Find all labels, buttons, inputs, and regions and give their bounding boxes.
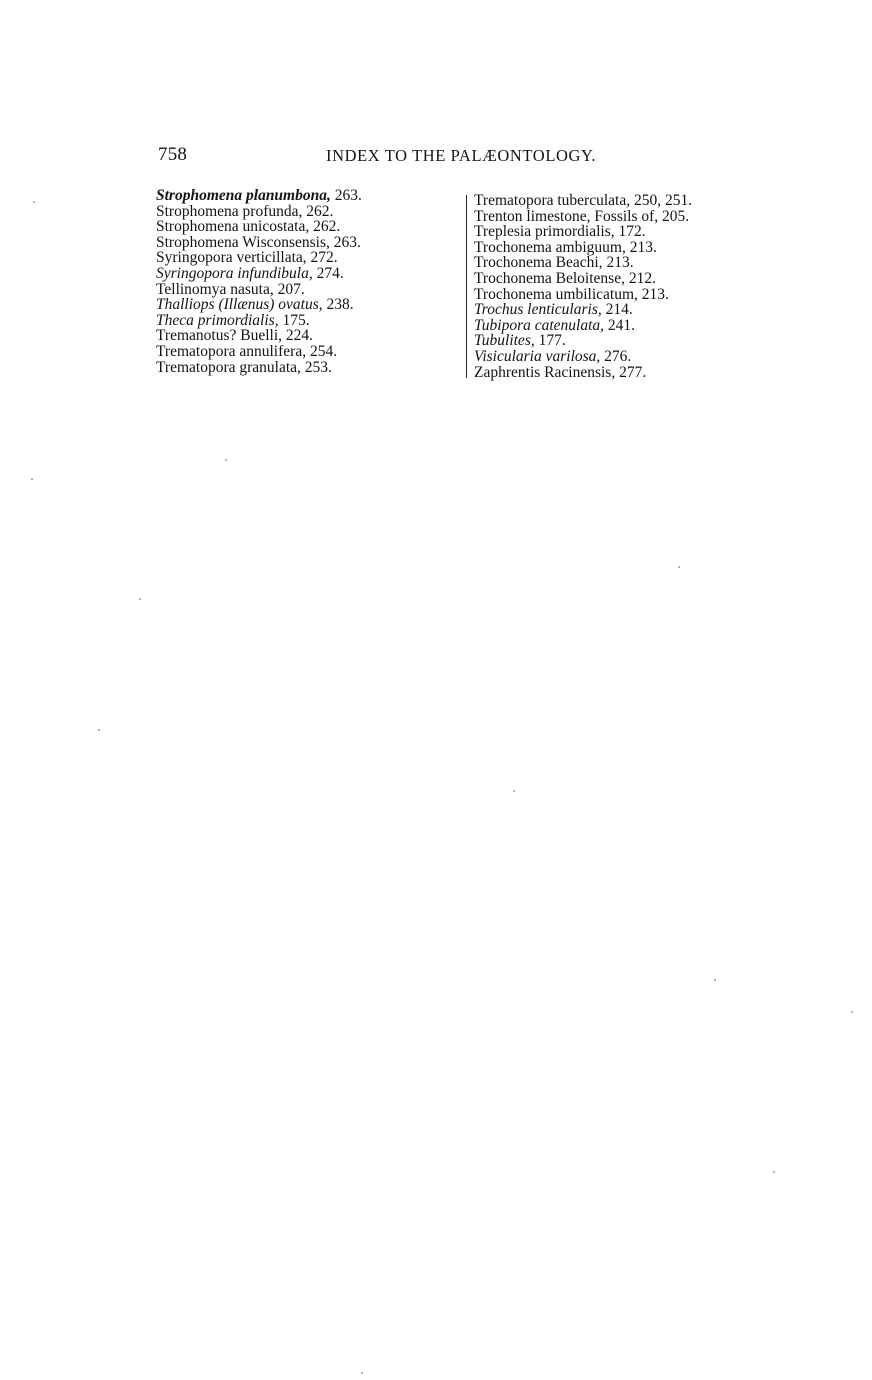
index-entry [156,360,446,376]
entry-pages: 207. [273,280,305,298]
scan-speck [139,598,141,600]
index-entry [156,266,446,282]
scan-speck [33,201,35,203]
scan-speck [678,566,680,568]
entry-pages: 213. [625,238,657,256]
index-entry [156,235,446,251]
entry-name: Trematopora tuberculata, [474,192,631,209]
scan-speck [225,459,227,461]
entry-pages: 213. [602,254,634,272]
entry-pages: 277. [615,363,647,381]
index-entry [156,250,446,266]
index-entry [156,204,446,220]
entry-name: Tremanotus? Buelli, [156,327,283,345]
entry-name: Tubipora catenulata, [474,316,605,334]
entry-name: Trochus lenticularis, [474,301,602,319]
entry-pages: 272. [306,249,338,267]
entry-pages: 177. [534,332,566,350]
entry-name: Zaphrentis Racinensis, [474,363,616,381]
index-entry [474,318,774,334]
entry-pages: 213. [637,285,669,303]
index-entry [474,209,774,225]
entry-pages: 262. [302,202,334,220]
entry-pages: 224. [282,327,314,345]
index-entry [474,287,774,303]
index-entry [474,193,774,209]
entry-name: Theca primordialis, [156,311,279,329]
entry-name: Tellinomya nasuta, [156,280,274,298]
index-entry [156,219,446,235]
entry-pages: 238. [322,296,354,314]
entry-pages: 214. [601,301,633,319]
entry-pages: 276. [600,347,632,365]
index-entry [156,313,446,329]
entry-name: Trochonema umbilicatum, [474,285,638,303]
page-number: 758 [158,144,188,165]
index-entry [156,328,446,344]
index-entry [474,240,774,256]
scan-speck [513,790,515,792]
entry-pages: 274. [312,264,344,282]
entry-name: Trochonema ambiguum, [474,238,626,256]
entry-name: Syringopora verticillata, [156,249,307,267]
entry-name: Syringopora infundibula, [156,264,313,282]
index-entry [156,188,446,204]
index-entry [474,255,774,271]
running-title: INDEX TO THE PALÆONTOLOGY. [326,146,597,165]
entry-name: Visicularia varilosa, [474,347,601,365]
index-column-right [474,193,774,380]
scan-speck [361,1372,363,1374]
entry-name: Treplesia primordialis, [474,223,615,241]
entry-pages: 212. [624,269,656,287]
scan-speck [773,1171,775,1173]
entry-name: Strophomena unicostata, [156,218,310,236]
index-entry [474,349,774,365]
entry-name: Trochonema Beachi, [474,254,603,272]
scan-speck [851,1011,853,1013]
index-entry [474,224,774,240]
index-entry [156,344,446,360]
entry-name: Trochonema Beloitense, [474,269,625,287]
entry-pages: 175. [278,311,310,329]
entry-pages: 254. [306,342,338,360]
entry-pages: 205. [658,207,690,225]
index-entry [156,297,446,313]
index-entry [156,282,446,298]
entry-name: Strophomena Wisconsensis, [156,233,330,251]
index-entry [474,365,774,381]
index-column-left [156,188,446,375]
entry-pages: 262. [309,218,341,236]
index-entry [474,333,774,349]
index-entry [474,271,774,287]
entry-pages: 263. [330,187,362,204]
entry-name: Trematopora annulifera, [156,342,307,360]
scan-speck [31,478,33,480]
scan-speck [714,979,716,981]
entry-pages: 241. [604,316,636,334]
entry-name: Strophomena profunda, [156,202,303,220]
entry-pages: 253. [300,358,332,376]
column-divider [466,195,467,378]
entry-name: Thalliops (Illænus) ovatus, [156,296,323,314]
index-entry [474,302,774,318]
entry-pages: 250, 251. [630,192,693,209]
entry-name: Strophomena planumbona, [156,187,331,204]
entry-name: Tubulites, [474,332,535,350]
entry-name: Trenton limestone, Fossils of, [474,207,659,225]
entry-pages: 263. [329,233,361,251]
entry-pages: 172. [614,223,646,241]
scan-speck [98,729,100,731]
entry-name: Trematopora granulata, [156,358,301,376]
